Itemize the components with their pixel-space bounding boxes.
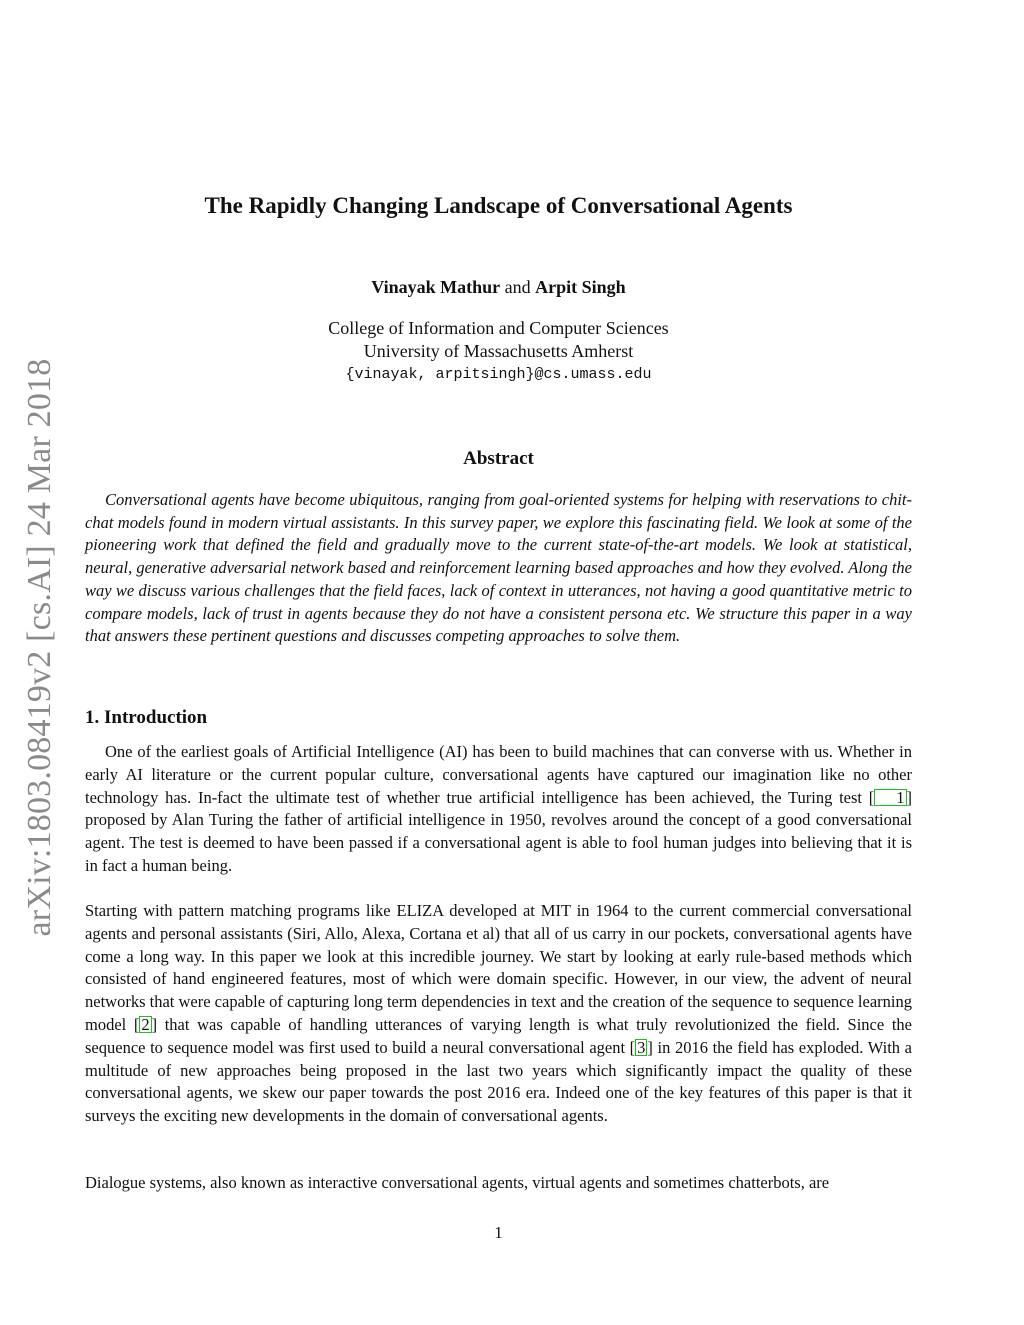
paragraph-text: Starting with pattern matching programs like ELIZA developed at MIT in 1964 to the current commercial conversational agents and personal assistants (Siri, Allo, Alexa, Cortana et al) that all of us carry in our pockets, conversational agents have come a long way. In this paper we look at this incredible journey. We start by looking at early rule-based methods which consisted of hand engineered features, most of which were domain specific. However, in our view, the advent of neural networks that were capable of capturing long term dependencies in text and the creation of the sequence to sequence learning model [	[85, 901, 912, 1034]
paper-title: The Rapidly Changing Landscape of Conversational Agents	[204, 193, 793, 218]
author-email: {vinayak, arpitsingh}@cs.umass.edu	[345, 366, 652, 383]
affiliation-college: College of Information and Computer Sciences	[328, 318, 669, 338]
citation-link[interactable]: 1	[874, 789, 906, 806]
paragraph-text: ] that was capable of handling utterances of varying length is what truly revolutionized the field. Since the sequence to sequence model was first used to build a neural conversational agent [	[85, 1014, 912, 1057]
intro-paragraph-1	[85, 741, 912, 878]
paragraph-text: ] in 2016 the field has exploded. With a multitude of new approaches being proposed in the last two years which significantly impact the quality of these conversational agents, we skew our paper towards the post 2016 era. Indeed one of the key features of this paper is that it surveys the exciting new developments in the domain of conversational agents.	[85, 1037, 912, 1126]
author-line	[85, 274, 912, 300]
abstract-body: Conversational agents have become ubiquitous, ranging from goal-oriented systems for helping with reservations to chit-chat models found in modern virtual assistants. In this survey paper, we explore this fascinating field. We look at some of the pioneering work that defined the field and gradually move to the current state-of-the-art models. We look at statistical, neural, generative adversarial network based and reinforcement learning based approaches and how they evolved. Along the way we discuss various challenges that the field faces, lack of context in utterances, not having a good quantitative metric to compare models, lack of trust in agents because they do not have a consistent persona etc. We structure this paper in a way that answers these pertinent questions and discusses competing approaches to solve them.	[85, 490, 912, 646]
arxiv-stamp	[10, 355, 70, 940]
citation-link[interactable]: 2	[141, 1014, 150, 1034]
intro-paragraph-3: Dialogue systems, also known as interactive conversational agents, virtual agents and sometimes chatterbots, are	[85, 1173, 830, 1192]
intro-paragraph-2	[85, 900, 912, 1128]
affiliation-university: University of Massachusetts Amherst	[363, 341, 634, 361]
section-heading-introduction: 1. Introduction	[85, 707, 208, 728]
author-conjunction: and	[504, 277, 531, 297]
affiliation	[85, 317, 912, 386]
author-name: Vinayak Mathur	[371, 277, 501, 297]
author-name: Arpit Singh	[535, 277, 626, 297]
paragraph-text: ] proposed by Alan Turing the father of artificial intelligence in 1950, revolves around the concept of a good conversational agent. The test is deemed to have been passed if a conversational agent is able to fool human judges into believing that it is in fact a human being.	[85, 787, 912, 875]
paragraph-text: One of the earliest goals of Artificial Intelligence (AI) has been to build machines that can converse with us. Whether in early AI literature or the current popular culture, conversational agents have captured our imagination like no other technology has. In-fact the ultimate test of whether true artificial intelligence has been achieved, the Turing test [	[85, 742, 912, 807]
citation-link[interactable]: 3	[637, 1037, 646, 1057]
arxiv-id: arXiv:1803.08419v2 [cs.AI] 24 Mar 2018	[21, 358, 58, 937]
abstract-heading: Abstract	[463, 448, 534, 469]
page-number: 1	[494, 1223, 503, 1242]
